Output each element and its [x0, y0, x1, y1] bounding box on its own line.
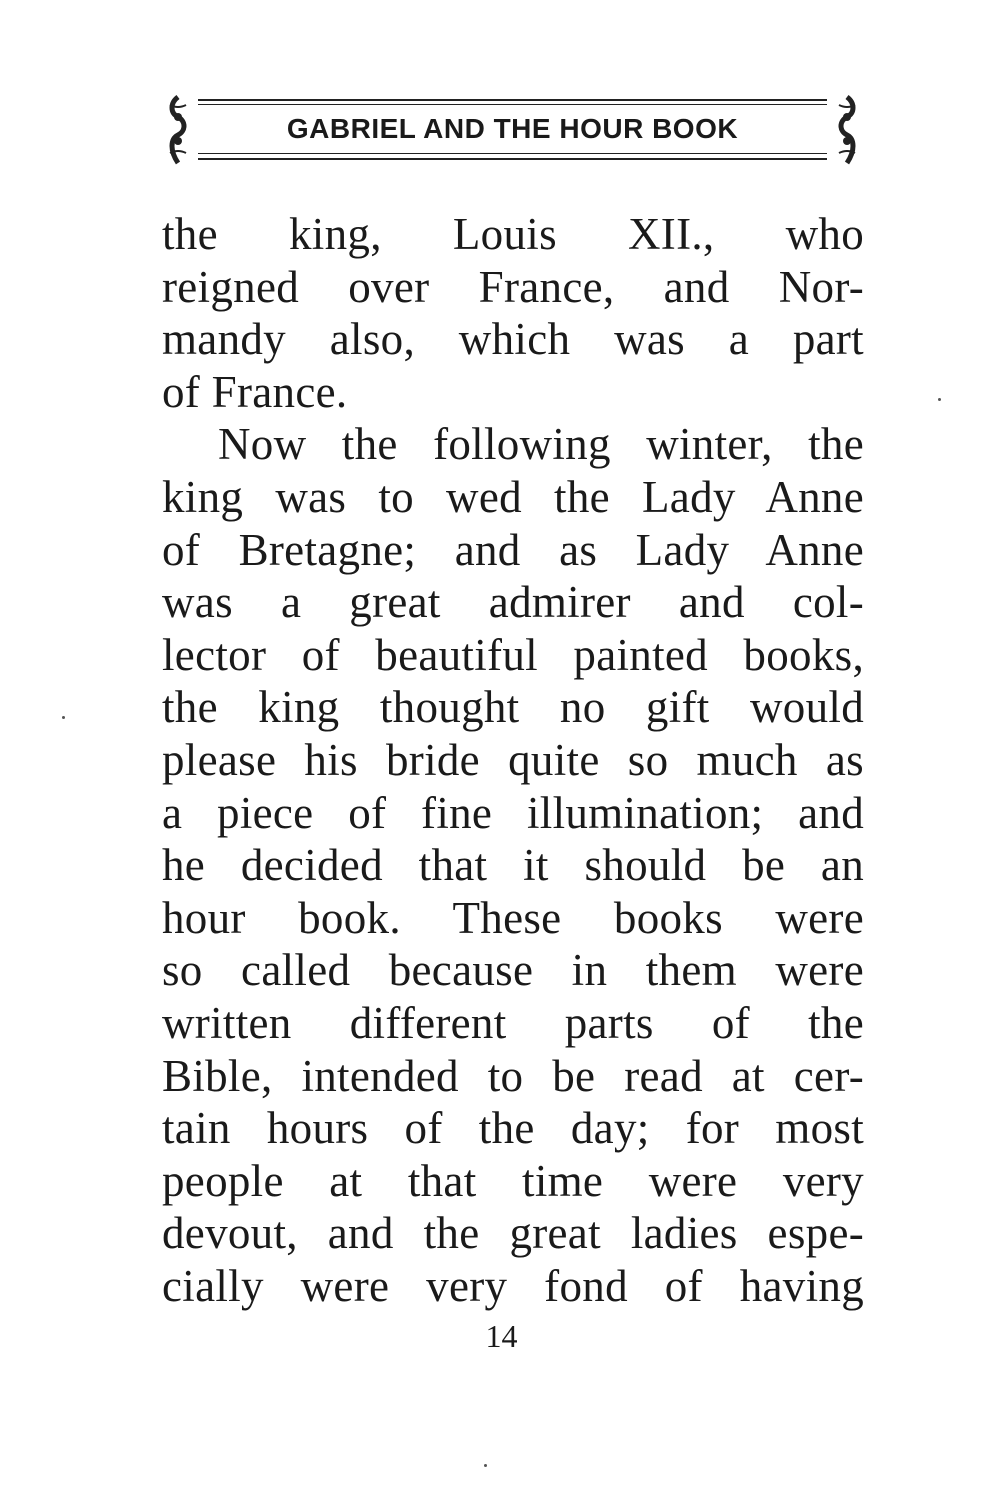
header-rule — [198, 153, 827, 154]
text-line: mandy also, which was a part — [162, 314, 864, 365]
text-line: reigned over France, and Nor- — [162, 261, 864, 312]
text-line: so called because in them were — [162, 945, 864, 996]
right-ornament-icon — [833, 95, 861, 165]
text-line: lector of beautiful painted books, — [162, 629, 864, 680]
running-header — [160, 95, 865, 167]
paper-speck — [484, 1464, 487, 1467]
text-line: of France. — [162, 366, 348, 417]
header-rule — [198, 104, 827, 105]
left-ornament-icon — [164, 95, 192, 165]
text-line: written different parts of the — [162, 997, 864, 1048]
paper-speck — [938, 398, 941, 401]
text-line: the king, Louis XII., who — [162, 209, 864, 259]
text-line: he decided that it should be an — [162, 840, 864, 891]
running-header-title: GABRIEL AND THE HOUR BOOK — [286, 113, 739, 144]
text-line: tain hours of the day; for most — [162, 1103, 864, 1154]
text-line: a piece of fine illumination; and — [162, 787, 864, 838]
text-line: devout, and the great ladies espe- — [162, 1208, 864, 1259]
text-line: Bible, intended to be read at cer- — [162, 1050, 864, 1101]
text-line: cially were very fond of having — [162, 1260, 864, 1311]
text-line: king was to wed the Lady Anne — [162, 471, 864, 522]
body-text — [162, 208, 864, 1312]
header-rule — [198, 158, 827, 160]
text-line: was a great admirer and col- — [162, 577, 864, 628]
page-number: 14 — [485, 1318, 518, 1354]
header-rule — [198, 99, 827, 101]
text-line: people at that time were very — [162, 1155, 864, 1206]
text-line: hour book. These books were — [162, 892, 864, 943]
text-line: please his bride quite so much as — [162, 734, 864, 785]
paper-speck — [62, 716, 65, 719]
text-line: Now the following winter, the — [218, 419, 864, 470]
text-line: the king thought no gift would — [162, 682, 864, 733]
text-line: of Bretagne; and as Lady Anne — [162, 524, 864, 575]
